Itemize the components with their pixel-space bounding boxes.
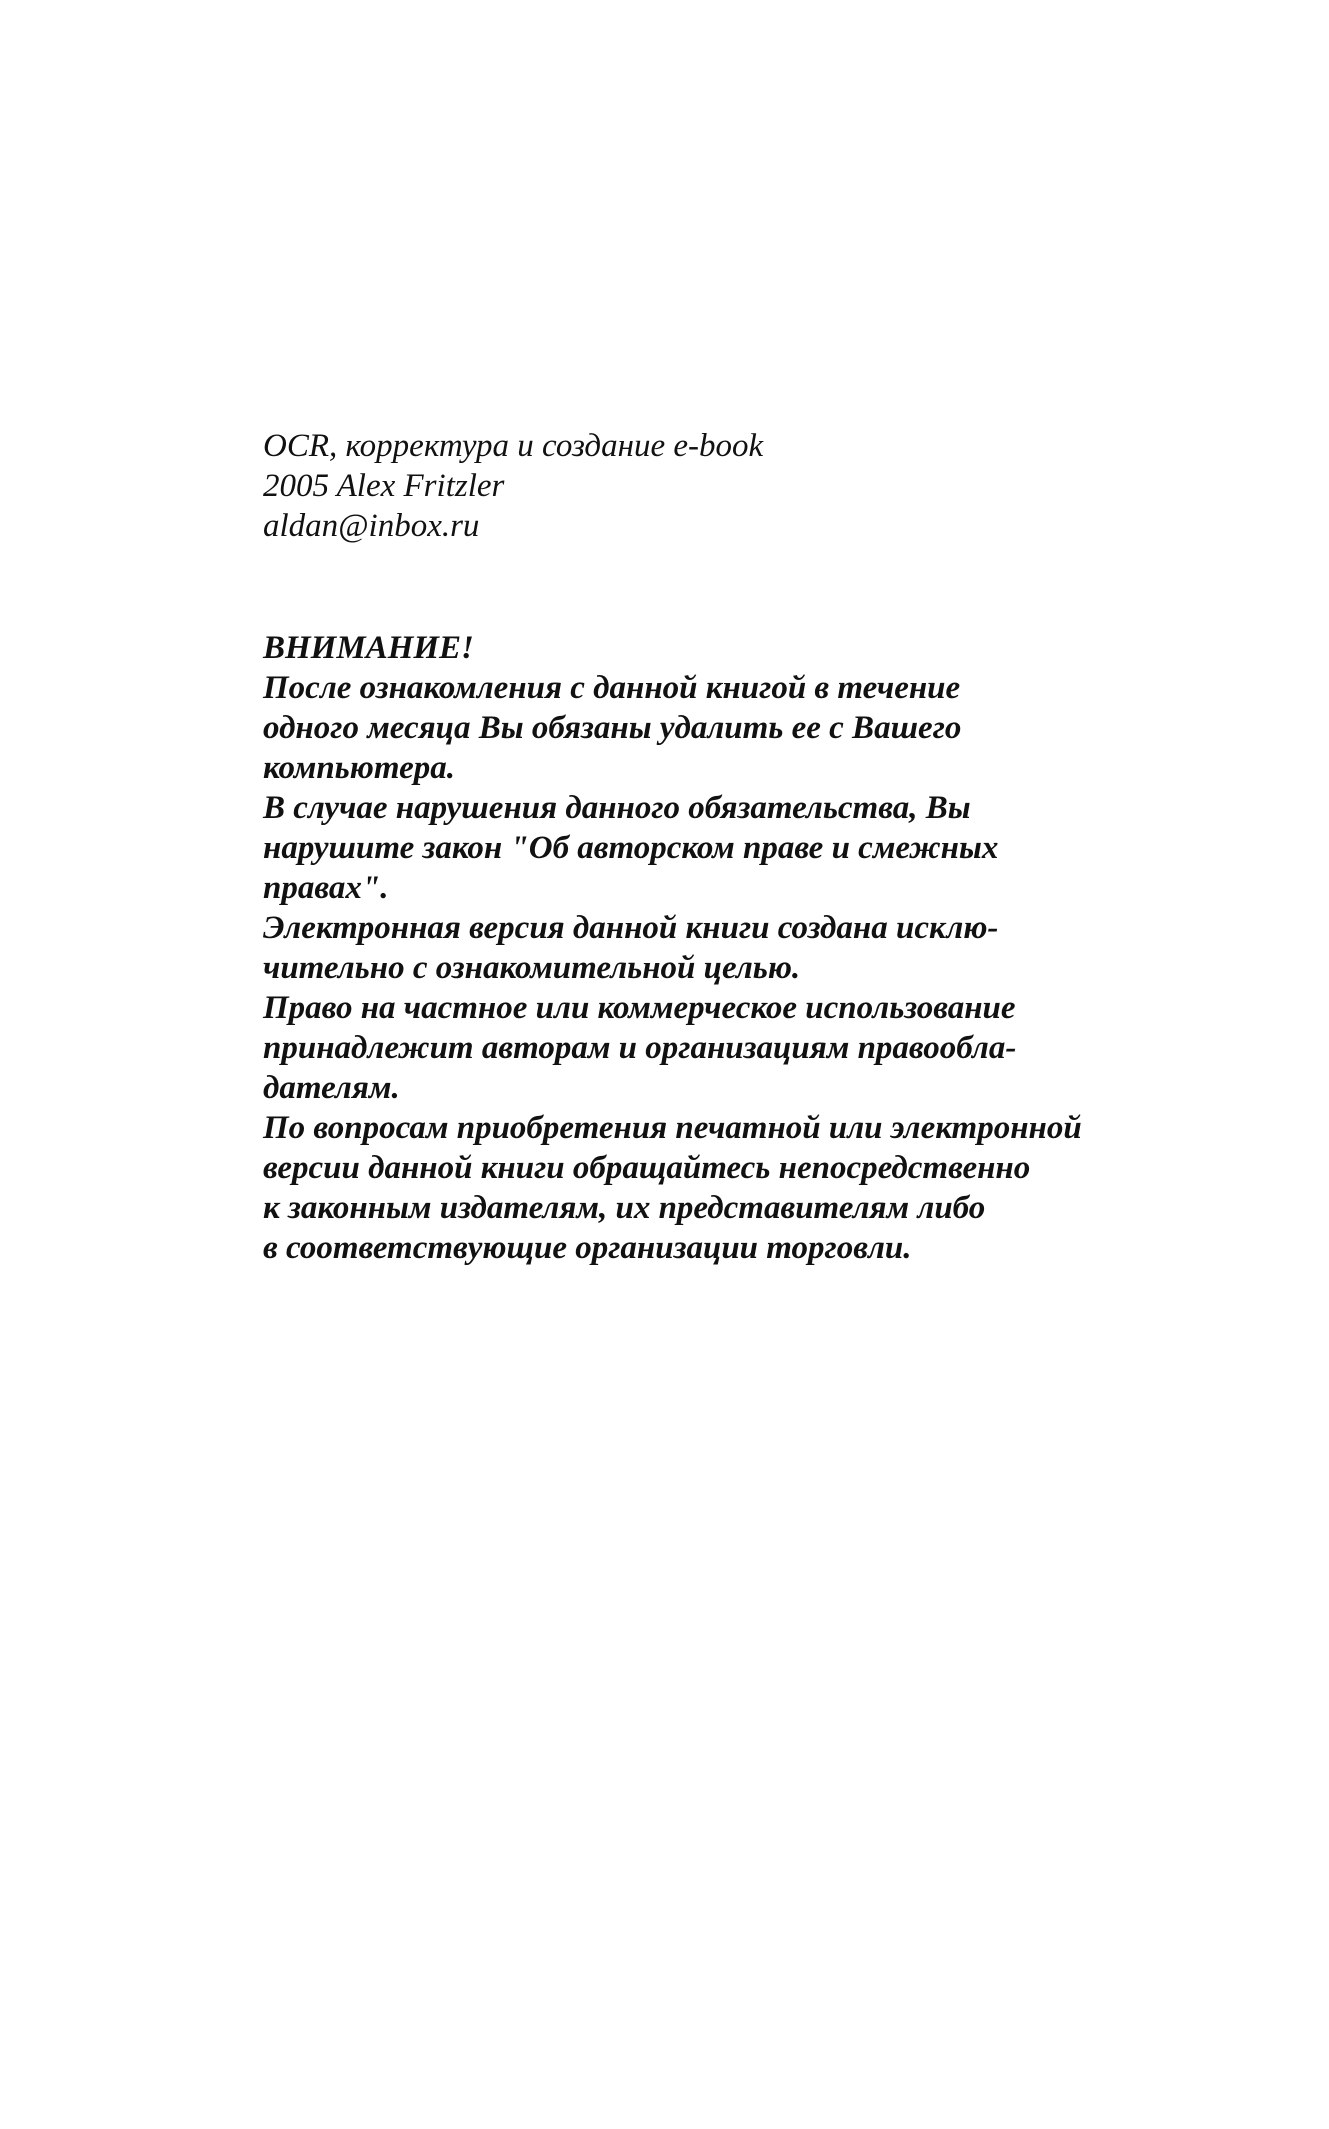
warning-line: правах". <box>263 870 389 906</box>
warning-line: принадлежит авторам и организациям правообла- <box>263 1030 1017 1066</box>
warning-line: к законным издателям, их представителям либо <box>263 1190 986 1226</box>
warning-line: нарушите закон "Об авторском праве и смежных <box>263 830 999 866</box>
warning-line: одного месяца Вы обязаны удалить ее с Вашего <box>263 710 962 746</box>
warning-line: По вопросам приобретения печатной или электронной <box>263 1110 1082 1146</box>
warning-line: Право на частное или коммерческое использование <box>263 990 1016 1026</box>
credits-block <box>263 426 1223 546</box>
warning-notice <box>263 628 1223 1268</box>
warning-line: Электронная версия данной книги создана исклю- <box>263 910 999 946</box>
credits-line-author: 2005 Alex Fritzler <box>263 468 505 504</box>
warning-line: После ознакомления с данной книгой в течение <box>263 670 961 706</box>
warning-line: В случае нарушения данного обязательства, Вы <box>263 790 971 826</box>
credits-line-email: aldan@inbox.ru <box>263 508 480 544</box>
warning-line: дателям. <box>263 1070 400 1106</box>
warning-line: версии данной книги обращайтесь непосредственно <box>263 1150 1031 1186</box>
warning-heading: ВНИМАНИЕ! <box>263 630 474 666</box>
warning-line: в соответствующие организации торговли. <box>263 1230 912 1266</box>
credits-line-ocr: OCR, корректура и создание e-book <box>263 428 764 464</box>
warning-line: чительно с ознакомительной целью. <box>263 950 801 986</box>
warning-line: компьютера. <box>263 750 455 786</box>
